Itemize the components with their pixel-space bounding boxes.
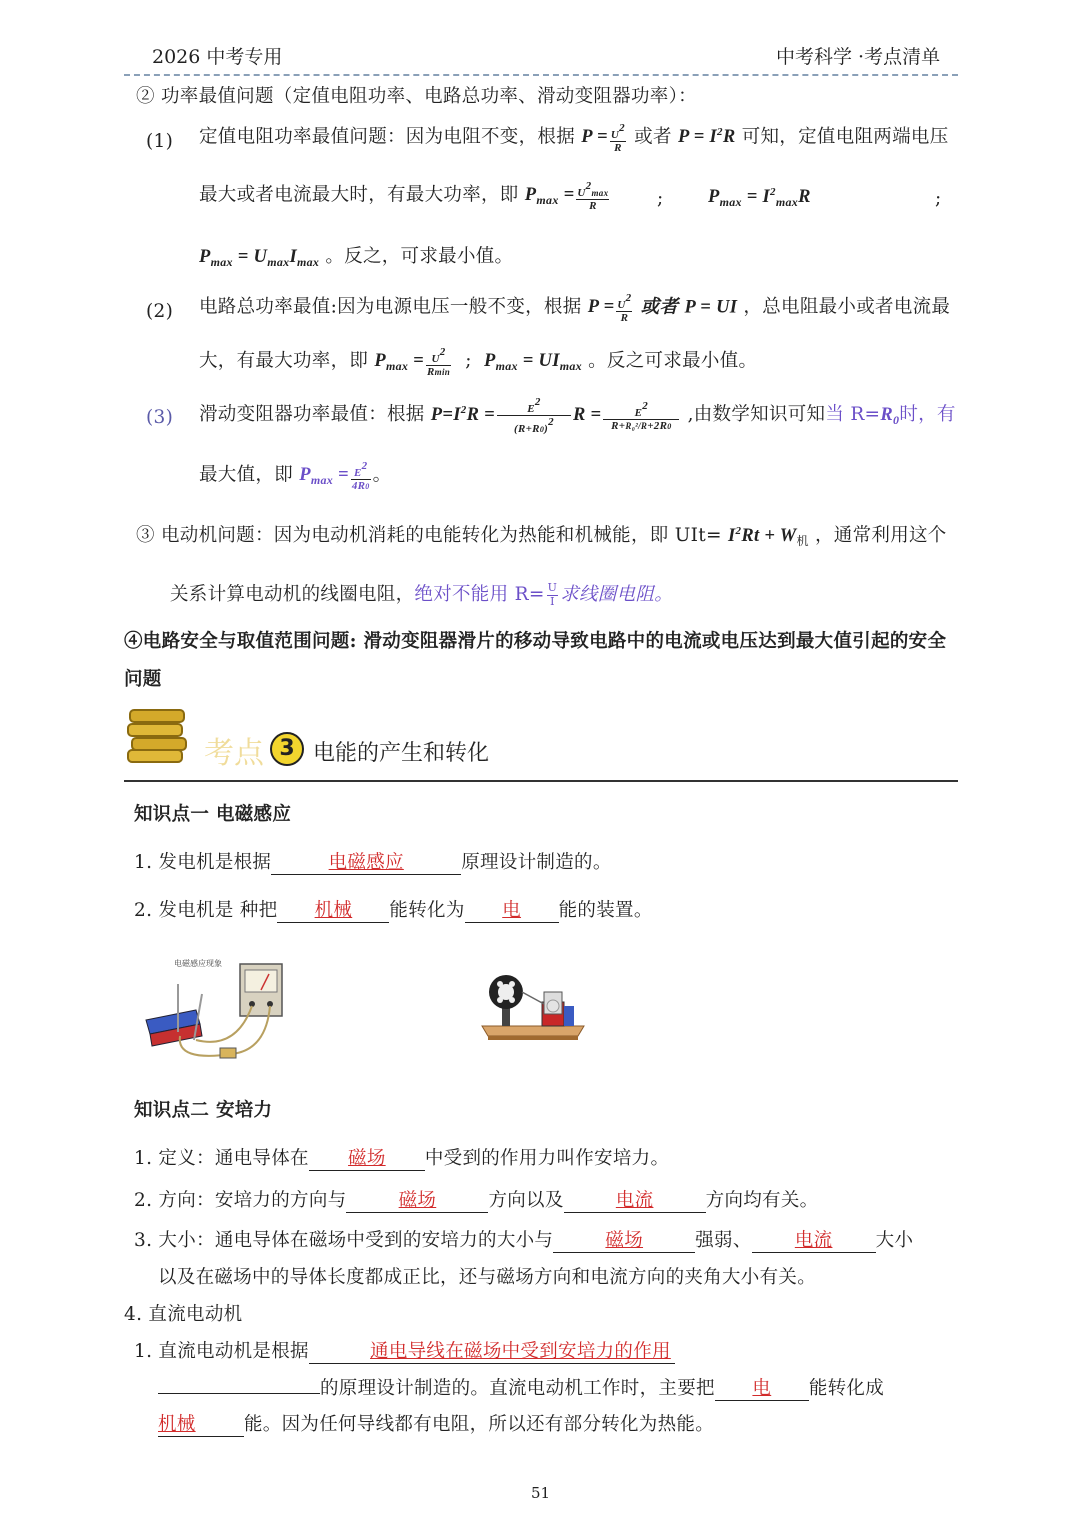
header-right: 中考科学 ·考点清单: [776, 46, 941, 68]
formula-pmax-ui: $P_{max} = U_{max}I_{max}$: [199, 247, 320, 269]
page-number: 51: [531, 1484, 551, 1502]
books-icon: [126, 704, 188, 768]
item-1-text-c: 可知，定值电阻两端电压: [741, 126, 949, 148]
formula-i2rt-w: $I^2Rt + W_机$: [728, 525, 809, 548]
k2-title: 知识点二 安培力: [134, 1100, 273, 1121]
formula-pmax-i2r: $P_{max} = I^2_{max}R$: [708, 186, 811, 209]
formula-r0: $R_0$: [880, 404, 900, 427]
motor-text-d: 绝对不能用 R=: [414, 584, 545, 605]
k1-q1: [134, 848, 612, 875]
dc-motor-text-a: 1. 直流电动机是根据: [134, 1341, 309, 1362]
fig1-caption: 电磁感应现象: [174, 959, 222, 968]
header-left: 2026 中考专用: [152, 46, 283, 68]
item-2-text-b: 或者: [640, 297, 679, 318]
k2-q3-text-c: 大小: [875, 1230, 914, 1251]
item-1-text-e: 。反之，可求最小值。: [325, 246, 514, 267]
item-2-line-2: [199, 346, 757, 378]
generator-model-figure: [478, 962, 588, 1046]
item-2-number: (2): [146, 301, 174, 322]
item-2-text-e: 。反之可求最小值。: [588, 350, 758, 372]
kaodian-label: 考点: [204, 736, 264, 771]
section-number-badge: [270, 732, 304, 766]
k1-title: 知识点一 电磁感应: [134, 804, 292, 825]
k2-q3-answer-2: 电流: [752, 1226, 876, 1253]
power-extremum-heading: ② 功率最值问题（定值电阻功率、电路总功率、滑动变阻器功率）：: [136, 86, 697, 107]
item-2-text-a: 电路总功率最值:因为电源电压一般不变，根据: [199, 296, 582, 318]
motor-text-c: 关系计算电动机的线圈电阻，: [170, 584, 415, 605]
formula-slider-power: $P=I^2R$ = $\frac{E2}{(R+R0)2}$ R = $\frac{E2}{\text{R+R₀²/R+2R0}}$: [431, 405, 682, 425]
item-3-number: (3): [146, 407, 174, 428]
item-3-line-2: 最大值，即 $P_{max}$ = $\frac{E2}{4R0}$ 。: [199, 460, 392, 493]
k1-q2-answer-1: 机械: [277, 896, 389, 923]
k2-q2-text-a: 2. 方向：安培力的方向与: [134, 1190, 347, 1211]
separator-2: ;: [935, 188, 942, 209]
k2-q1-answer: 磁场: [309, 1144, 425, 1171]
dc-motor-q1: [134, 1337, 675, 1364]
k2-q2-text-b: 方向以及: [488, 1190, 564, 1211]
motor-line-1: [136, 521, 947, 549]
formula-pmax-uimax: $P_{max} = UI_{max}$: [484, 351, 582, 374]
item-2-text-d: 大，有最大功率，即: [199, 350, 369, 372]
header-divider: [124, 74, 958, 76]
k2-q2: [134, 1186, 818, 1213]
formula-p-u2-r-2: P = $\frac{U2}{R}$: [587, 292, 632, 325]
motor-text-e: 求线圈电阻。: [560, 584, 674, 605]
dc-motor-text-b: 的原理设计制造的。直流电动机工作时，主要把: [320, 1378, 715, 1399]
item-1-number: (1): [146, 131, 174, 152]
k2-q1-text-b: 中受到的作用力叫作安培力。: [424, 1148, 670, 1169]
item-2-text-c: ，总电阻最小或者电流最: [743, 296, 951, 318]
k1-q2: [134, 896, 653, 923]
k1-q2-text-a: 2. 发电机是 种把: [134, 900, 278, 921]
item-2-line-1: [199, 292, 950, 324]
item-3-text-a: 滑动变阻器功率最值：根据: [199, 403, 425, 425]
k1-q2-text-b: 能转化为: [389, 900, 465, 921]
electromagnetic-induction-figure: [136, 950, 290, 1068]
dc-motor-line-2: [158, 1374, 884, 1401]
item-3-text-c: 时，有: [899, 403, 956, 425]
section-title: 电能的产生和转化: [313, 741, 490, 766]
formula-pmax-u2-rmin: $P_{max}$ = $\frac{U2}{Rmin}$: [374, 346, 451, 379]
separator-3: ;: [465, 350, 472, 372]
safety-line-2: 问题: [124, 669, 162, 690]
motor-text-a: ③ 电动机问题：因为电动机消耗的电能转化为热能和机械能，即 UIt=: [136, 525, 722, 546]
dc-motor-heading: 4. 直流电动机: [124, 1304, 243, 1325]
item-1-line-2: [199, 180, 611, 212]
k2-q1-text-a: 1. 定义：通电导体在: [134, 1148, 309, 1169]
k2-q3-answer-1: 磁场: [553, 1226, 695, 1253]
motor-text-b: ，通常利用这个: [815, 525, 947, 546]
k1-q1-text-a: 1. 发电机是根据: [134, 852, 272, 873]
formula-p-u2-r: P = $\frac{U2}{R}$: [581, 122, 625, 155]
dc-motor-text-c: 能转化成: [808, 1378, 885, 1399]
item-3-condition: 当 R=: [825, 403, 881, 425]
item-1-text-d: 最大或者电流最大时，有最大功率，即: [199, 184, 519, 206]
dc-motor-blank-cont: [158, 1393, 320, 1394]
motor-line-2: [170, 580, 673, 608]
section-divider: [124, 780, 958, 782]
k2-q2-text-c: 方向均有关。: [705, 1190, 819, 1211]
dc-motor-answer-1: 通电导线在磁场中受到安培力的作用: [309, 1337, 675, 1364]
dc-motor-text-d: 能。因为任何导线都有电阻，所以还有部分转化为热能。: [244, 1414, 715, 1435]
dc-motor-answer-3: 机械: [158, 1410, 244, 1437]
item-3-text-d: 最大值，即: [199, 464, 294, 486]
section-number: 3: [270, 732, 304, 766]
formula-pmax-e2-4r0: $P_{max}$ = $\frac{E2}{4R0}$: [299, 460, 370, 493]
k2-q2-answer-1: 磁场: [346, 1186, 488, 1213]
item-1-text-b: 或者: [634, 126, 672, 148]
k1-q2-answer-2: 电: [465, 896, 559, 923]
dc-motor-answer-2: 电: [715, 1374, 809, 1401]
k2-q1: [134, 1144, 669, 1171]
formula-p-i2r: $P = I^2R$: [677, 126, 736, 148]
item-3-text-b: ,由数学知识可知: [687, 403, 826, 425]
k2-q3-text-a: 3. 大小：通电导体在磁场中受到的安培力的大小与: [134, 1230, 554, 1251]
k2-q3-text-b: 强弱、: [695, 1230, 752, 1251]
k1-q1-text-b: 原理设计制造的。: [461, 852, 612, 873]
formula-pmax-u2-r: $P_{max}$ = $\frac{U2\max}{R}$: [524, 180, 609, 213]
item-1-text-a: 定值电阻功率最值问题：因为电阻不变，根据: [199, 126, 576, 148]
k2-q3: [134, 1226, 913, 1253]
item-3-line-1: [199, 396, 956, 435]
item-1-line-1: [199, 122, 949, 154]
k1-q2-text-c: 能的装置。: [558, 900, 653, 921]
k1-q1-answer: 电磁感应: [271, 848, 461, 875]
k2-q2-answer-2: 电流: [564, 1186, 706, 1213]
formula-u-over-i: $\frac{U}{I}$: [547, 581, 558, 608]
formula-p-ui: P = UI: [684, 297, 738, 318]
item-1-line-3: [199, 242, 513, 270]
k2-q3-line-2: 以及在磁场中的导体长度都成正比，还与磁场方向和电流方向的夹角大小有关。: [158, 1267, 817, 1288]
separator-1: ;: [657, 188, 664, 209]
safety-line-1: ④电路安全与取值范围问题: 滑动变阻器滑片的移动导致电路中的电流或电压达到最大值引起的安全: [124, 631, 947, 652]
dc-motor-line-3: [158, 1410, 714, 1437]
